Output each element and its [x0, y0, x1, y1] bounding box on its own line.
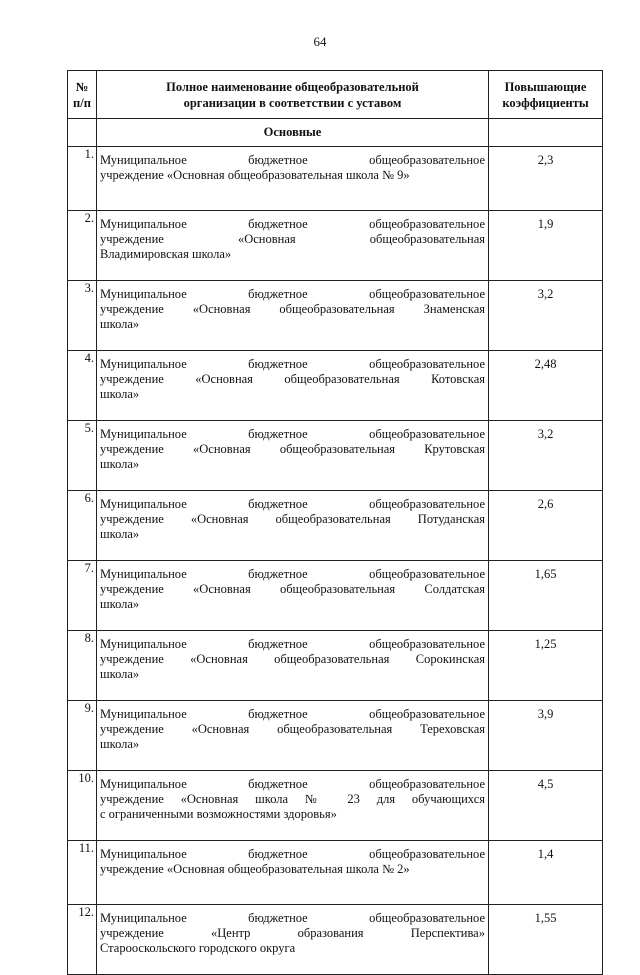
- coefficient-value: 1,55: [489, 905, 603, 975]
- organization-name-line: Муниципальное бюджетное общеобразовательное: [100, 777, 485, 791]
- organization-name: [97, 281, 489, 351]
- coefficient-value: 3,9: [489, 701, 603, 771]
- section-coef-cell: [489, 119, 603, 147]
- table-row: [68, 351, 603, 421]
- table-row: [68, 771, 603, 841]
- organization-name-line: учреждение «Основная общеобразовательная Сорокинская: [100, 652, 485, 666]
- organization-name-line: Старооскольского городского округа: [100, 941, 296, 955]
- coefficient-value: 2,3: [489, 147, 603, 211]
- organization-name: [97, 771, 489, 841]
- header-num: № п/п: [68, 71, 97, 119]
- row-number: 5.: [68, 421, 97, 491]
- organization-name-line: Муниципальное бюджетное общеобразовательное: [100, 911, 485, 925]
- row-number: 4.: [68, 351, 97, 421]
- coefficient-value: 1,9: [489, 211, 603, 281]
- organization-name-line: учреждение «Основная общеобразовательная Потуданская: [100, 512, 485, 526]
- organization-name-line: учреждение «Центр образования Перспектива»: [100, 926, 485, 940]
- organization-name-line: Муниципальное бюджетное общеобразовательное: [100, 217, 485, 231]
- section-row: [68, 119, 603, 147]
- organization-name-line: Муниципальное бюджетное общеобразовательное: [100, 427, 485, 441]
- row-number: 9.: [68, 701, 97, 771]
- organization-name: [97, 561, 489, 631]
- page-number: 64: [313, 34, 327, 49]
- table-row: [68, 491, 603, 561]
- table-row: [68, 701, 603, 771]
- organization-name-line: учреждение «Основная общеобразовательная Крутовская: [100, 442, 485, 456]
- table-row: [68, 147, 603, 211]
- organization-name-line: школа»: [100, 597, 140, 611]
- coefficient-value: 3,2: [489, 281, 603, 351]
- organization-name-line: Муниципальное бюджетное общеобразовательное: [100, 357, 485, 371]
- organization-name-line: учреждение «Основная общеобразовательная школа № 2»: [100, 862, 410, 876]
- coefficient-value: 1,4: [489, 841, 603, 905]
- coefficient-value: 1,25: [489, 631, 603, 701]
- organization-name: [97, 905, 489, 975]
- organization-name-line: школа»: [100, 737, 140, 751]
- organization-name-line: Муниципальное бюджетное общеобразовательное: [100, 153, 485, 167]
- organization-name-line: Муниципальное бюджетное общеобразовательное: [100, 707, 485, 721]
- organization-name: [97, 421, 489, 491]
- organization-name: [97, 211, 489, 281]
- organization-name-line: школа»: [100, 667, 140, 681]
- table-row: [68, 211, 603, 281]
- organization-name-line: учреждение «Основная общеобразовательная Котовская: [100, 372, 485, 386]
- header-coefficients: Повышающие коэффициенты: [489, 71, 603, 119]
- organization-name-line: Муниципальное бюджетное общеобразовательное: [100, 497, 485, 511]
- coefficients-table: [67, 70, 603, 975]
- row-number: 1.: [68, 147, 97, 211]
- row-number: 3.: [68, 281, 97, 351]
- table-row: [68, 631, 603, 701]
- organization-name-line: школа»: [100, 317, 140, 331]
- table-row: [68, 561, 603, 631]
- coefficient-value: 4,5: [489, 771, 603, 841]
- organization-name-line: учреждение «Основная общеобразовательная Тереховская: [100, 722, 485, 736]
- row-number: 12.: [68, 905, 97, 975]
- section-label: Основные: [97, 119, 489, 147]
- table-row: [68, 905, 603, 975]
- organization-name: [97, 351, 489, 421]
- coefficient-value: 2,48: [489, 351, 603, 421]
- table-header-row: [68, 71, 603, 119]
- organization-name: [97, 701, 489, 771]
- table-row: [68, 841, 603, 905]
- organization-name: [97, 841, 489, 905]
- organization-name-line: школа»: [100, 457, 140, 471]
- organization-name: [97, 491, 489, 561]
- organization-name-line: учреждение «Основная общеобразовательная Солдатская: [100, 582, 485, 596]
- organization-name-line: школа»: [100, 527, 140, 541]
- organization-name-line: с ограниченными возможностями здоровья»: [100, 807, 337, 821]
- row-number: 6.: [68, 491, 97, 561]
- organization-name-line: Муниципальное бюджетное общеобразовательное: [100, 847, 485, 861]
- row-number: 2.: [68, 211, 97, 281]
- organization-name-line: Муниципальное бюджетное общеобразовательное: [100, 637, 485, 651]
- coefficient-value: 1,65: [489, 561, 603, 631]
- organization-name-line: учреждение «Основная общеобразовательная Знаменская: [100, 302, 485, 316]
- organization-name: [97, 631, 489, 701]
- organization-name-line: учреждение «Основная общеобразовательная школа № 9»: [100, 168, 410, 182]
- table-row: [68, 421, 603, 491]
- table-row: [68, 281, 603, 351]
- row-number: 10.: [68, 771, 97, 841]
- organization-name: [97, 147, 489, 211]
- coefficient-value: 2,6: [489, 491, 603, 561]
- row-number: 8.: [68, 631, 97, 701]
- header-name: Полное наименование общеобразовательной организации в соответствии с уставом: [97, 71, 489, 119]
- organization-name-line: учреждение «Основная общеобразовательная: [100, 232, 485, 246]
- row-number: 11.: [68, 841, 97, 905]
- organization-name-line: учреждение «Основная школа № 23 для обучающихся: [100, 792, 485, 806]
- section-num-cell: [68, 119, 97, 147]
- row-number: 7.: [68, 561, 97, 631]
- coefficient-value: 3,2: [489, 421, 603, 491]
- organization-name-line: Муниципальное бюджетное общеобразовательное: [100, 567, 485, 581]
- organization-name-line: школа»: [100, 387, 140, 401]
- organization-name-line: Владимировская школа»: [100, 247, 232, 261]
- organization-name-line: Муниципальное бюджетное общеобразовательное: [100, 287, 485, 301]
